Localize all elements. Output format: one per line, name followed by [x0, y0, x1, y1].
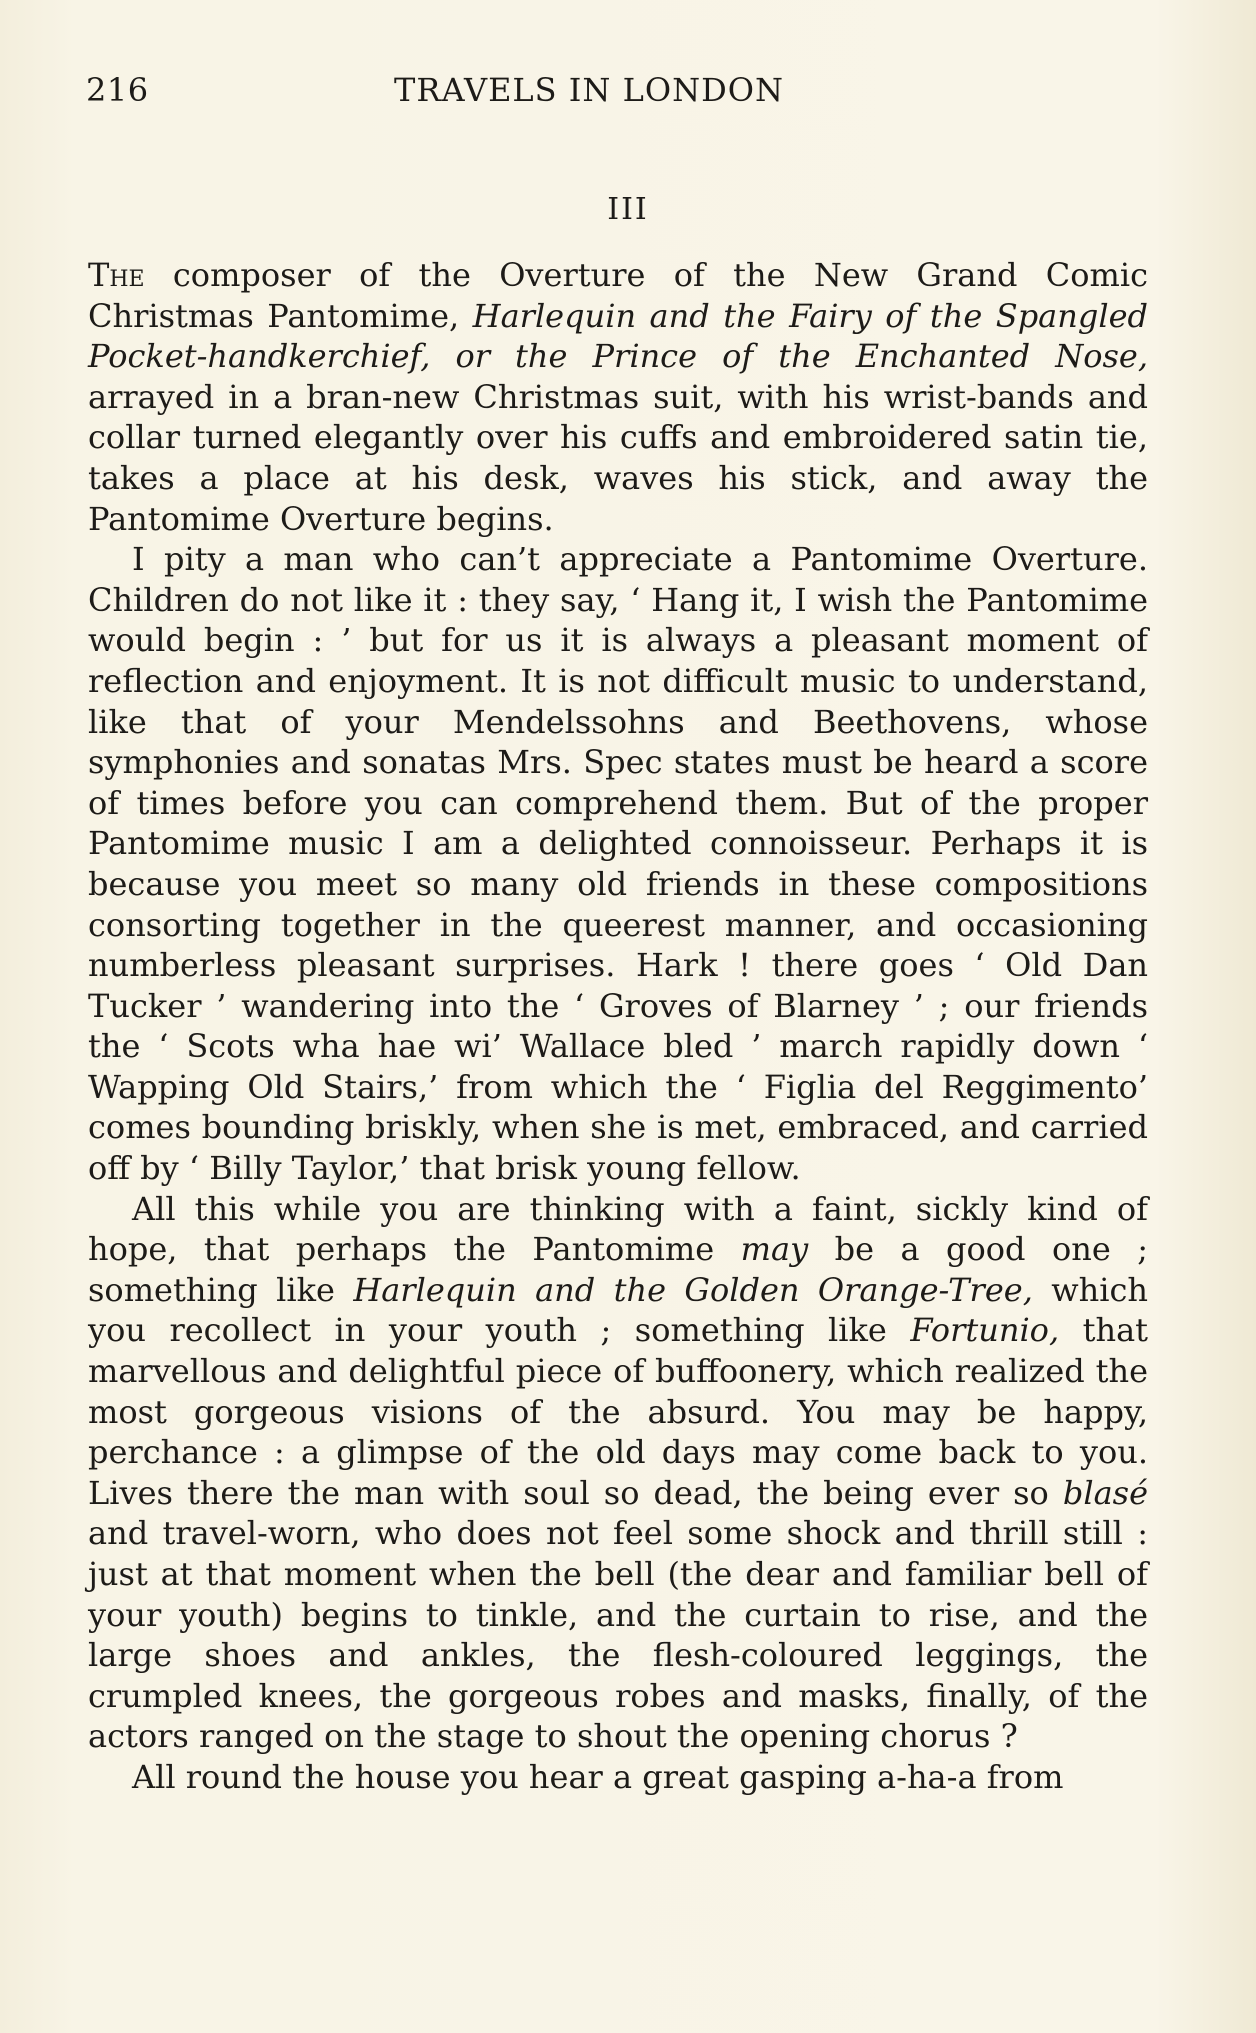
paragraph-3-text-c: which you recollect in your youth ; something like [88, 1270, 1149, 1350]
paragraph-1-text-a: composer of the Overture of the New Grand Comic Christmas Pantomime, [88, 256, 1148, 335]
emphasis-blase: blasé [1062, 1473, 1148, 1512]
running-title: TRAVELS IN LONDON [394, 71, 784, 109]
pantomime-title: Harlequin and the Fairy of the Spangled Pocket-handkerchief, or the Prince of the Enchanted Nose, [88, 296, 1148, 376]
paragraph-3-text-b: be a good one ; something like [88, 1230, 1149, 1309]
paragraph-2: I pity a man who can’t appreciate a Pantomime Overture. Children do not like it : they say, ‘ Hang it, I wish the Pantomime would begin : ’ but for us it is always a pleasant moment of reflection and enjoyment. It is not difficult music to understand, like that of your Mendelssohns and Beethovens, whose symphonies and sonatas Mrs. Spec states must be heard a score of times before you can comprehend them. But of the proper Pantomime music I am a delighted connoisseur. Perhaps it is because you meet so many old friends in these compositions consorting together in the queerest manner, and occasioning numberless pleasant surprises. Hark ! there goes ‘ Old Dan Tucker ’ wandering into the ‘ Groves of Blarney ’ ; our friends the ‘ Scots wha hae wi’ Wallace bled ’ march rapidly down ‘ Wapping Old Stairs,’ from which the ‘ Figlia del Reggimento’ comes bounding briskly, when she is met, embraced, and carried off by ‘ Billy Taylor,’ that brisk young fellow. [88, 540, 1148, 1188]
paragraph-1-text-b: arrayed in a bran-new Christmas suit, with his wrist-bands and collar turned elegantly over his cuffs and embroidered satin tie, takes a place at his desk, waves his stick, and away the Pantomime Overture begins. [88, 377, 1148, 538]
opening-word: The [88, 256, 145, 294]
golden-orange-tree-title: Harlequin and the Golden Orange-Tree, [353, 1270, 1033, 1309]
paragraph-3-text-d: that marvellous and delightful piece of buffoonery, which realized the most gorgeous visions of the absurd. You may be happy, perchance : a glimpse of the old days may come back to you. Lives there the man with soul so dead, the being ever so [88, 1311, 1149, 1512]
paragraph-4: All round the house you hear a great gasping a-ha-a from [132, 1757, 1064, 1796]
paragraph-1 [88, 255, 1148, 539]
page-number: 216 [86, 71, 149, 109]
body-text [88, 255, 1148, 1798]
paragraph-3 [88, 1189, 1148, 1757]
paragraph-3-text-a: All this while you are thinking with a faint, sickly kind of hope, that perhaps the Pantomime [88, 1189, 1148, 1269]
running-header [86, 68, 1166, 112]
chapter-number: III [607, 192, 649, 227]
emphasis-may: may [740, 1230, 809, 1269]
fortunio-title: Fortunio, [910, 1311, 1060, 1350]
paragraph-3-text-e: and travel-worn, who does not feel some shock and thrill still : just at that moment when the bell (the dear and familiar bell of your youth) begins to tinkle, and the curtain to rise, and the large shoes and ankles, the flesh-coloured leggings, the crumpled knees, the gorgeous robes and masks, finally, of the actors ranged on the stage to shout the opening chorus ? [88, 1514, 1148, 1756]
